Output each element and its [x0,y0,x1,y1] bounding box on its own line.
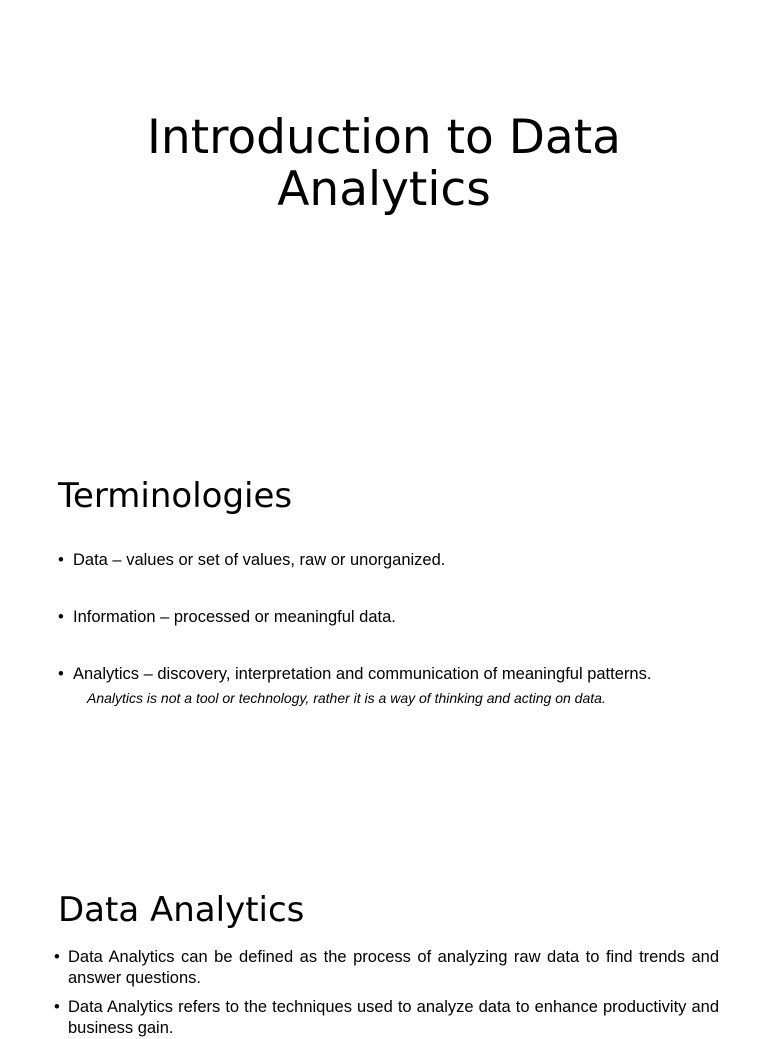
list-item [54,997,719,1039]
list-item [58,664,651,685]
presentation-title [0,112,768,216]
title-line-1: Introduction to Data [147,110,621,165]
bullet-icon: • [58,551,64,569]
bullet-text: Data Analytics can be defined as the process of analyzing raw data to find trends and answer questions. [68,948,719,987]
list-item [58,607,396,628]
bullet-icon: • [54,998,60,1016]
slide-heading: Terminologies [58,476,293,516]
title-line-2: Analytics [277,162,491,217]
bullet-text: Data – values or set of values, raw or unorganized. [73,551,446,569]
slide-terminologies [0,420,768,840]
bullet-icon: • [54,948,60,966]
list-item [58,550,445,571]
italic-note: Analytics is not a tool or technology, rather it is a way of thinking and acting on data. [87,690,606,706]
bullet-text: Data Analytics refers to the techniques used to analyze data to enhance productivity and business gain. [68,998,719,1037]
list-item [54,947,719,989]
slide-heading: Data Analytics [58,890,305,930]
bullet-icon: • [58,665,64,683]
bullet-text: Information – processed or meaningful data. [73,608,396,626]
bullet-text: Analytics – discovery, interpretation and communication of meaningful patterns. [73,665,652,683]
slide-title [0,0,768,420]
bullet-icon: • [58,608,64,626]
slide-data-analytics [0,840,768,1037]
